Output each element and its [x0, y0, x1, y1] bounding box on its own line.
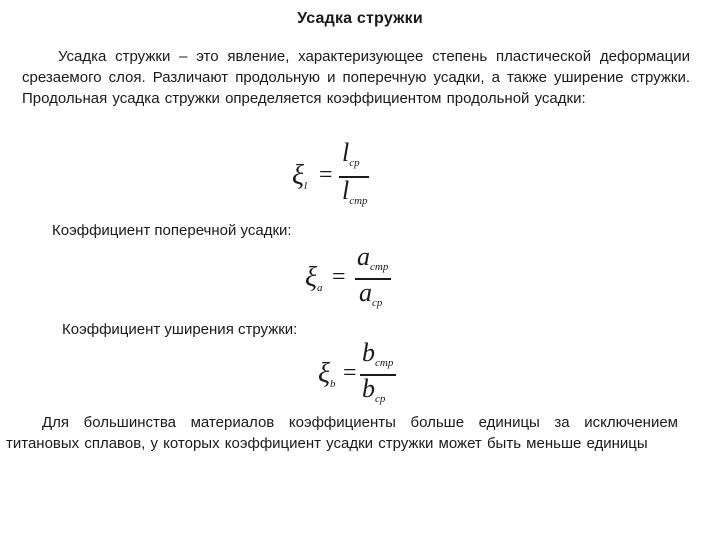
equals-sign: =	[343, 360, 357, 386]
formula-lhs: $\xi_a$	[305, 262, 323, 294]
formula-longitudinal-shrinkage	[292, 140, 392, 210]
formula-numerator: $a_{стр}$	[357, 242, 389, 273]
formula-numerator: $b_{стр}$	[362, 338, 394, 369]
formula-numerator: $l_{ср}$	[342, 138, 360, 169]
formula-denominator: $b_{ср}$	[362, 374, 386, 405]
label-transverse-shrinkage: Коэффициент поперечной усадки:	[52, 222, 292, 239]
slide-title: Усадка стружки	[297, 10, 423, 27]
formula-denominator: $l_{стр}$	[342, 176, 368, 207]
equals-sign: =	[332, 264, 346, 290]
formula-transverse-shrinkage	[305, 242, 405, 318]
label-widening: Коэффициент уширения стружки:	[62, 321, 298, 338]
formula-lhs: $\xi_b$	[318, 358, 336, 390]
equals-sign: =	[319, 162, 333, 188]
formula-widening	[318, 338, 418, 414]
conclusion-paragraph: Для большинства материалов коэффициенты больше единицы за исключением титановых сплавов, у которых коэффициент усадки стружки может быть меньше единицы	[6, 414, 678, 452]
formula-denominator: $a_{ср}$	[359, 278, 383, 309]
formula-lhs: $\xi_l$	[292, 160, 308, 192]
intro-paragraph: Усадка стружки – это явление, характеризующее степень пластической деформации срезаемого слоя. Различают продольную и поперечную усадки, а также уширение стружки. Продольная усадка стружки определяется коэффициентом продольной усадки:	[22, 48, 690, 107]
